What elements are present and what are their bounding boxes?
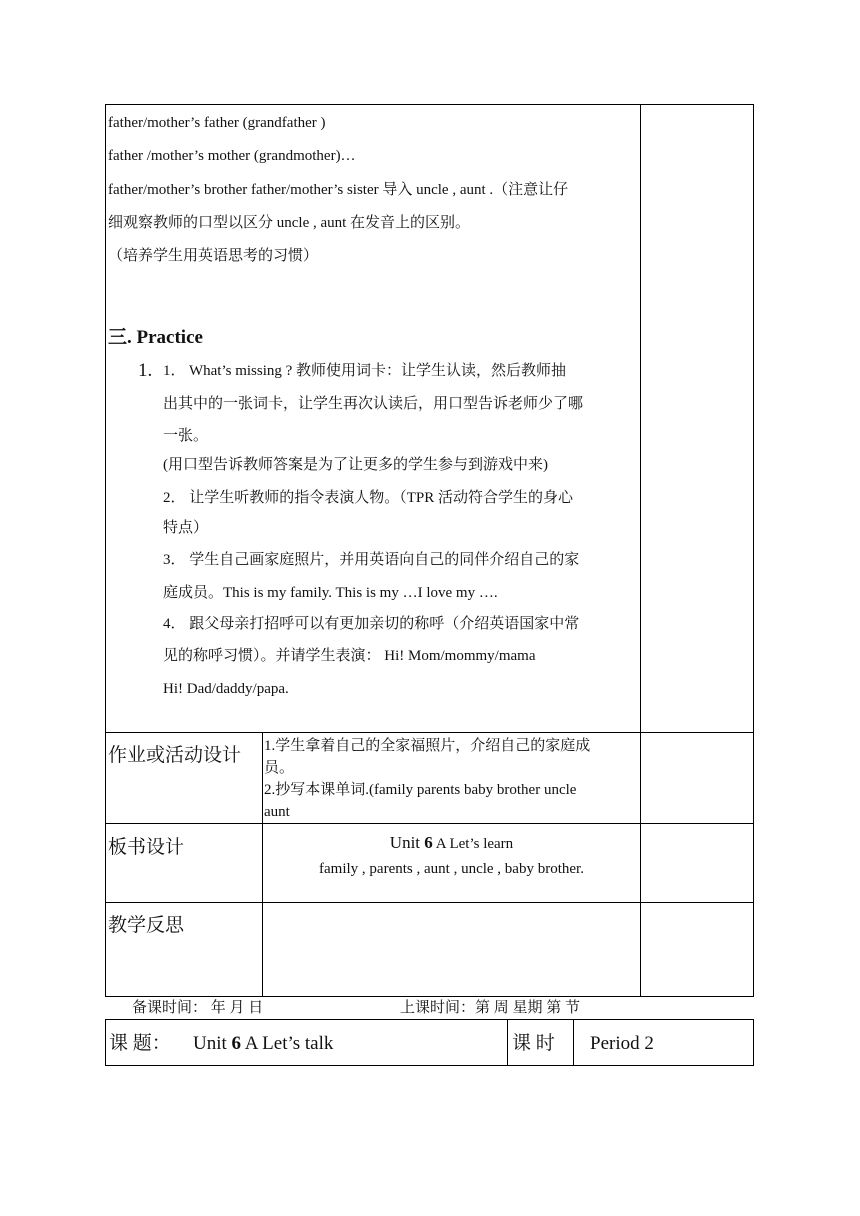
header-table-top [105, 1019, 754, 1020]
practice-item-1-line-1: 1． What’s missing ? 教师使用词卡：让学生认读，然后教师抽 [163, 363, 567, 379]
board-title-prefix: Unit [389, 833, 425, 852]
practice-heading: 三. Practice [108, 327, 203, 348]
list-marker: 1. [138, 360, 153, 381]
practice-item-1-line-3: 一张。 [163, 428, 209, 444]
lesson-topic-rest: A Let’s talk [241, 1033, 334, 1054]
lesson-topic [193, 1033, 333, 1055]
vocab-line-grandmother: father /mother’s mother (grandmother)… [108, 148, 356, 164]
header-table-divider-2 [573, 1019, 574, 1066]
lesson-topic-unit-number: 6 [231, 1033, 242, 1054]
table-divider-right-col [640, 104, 641, 997]
row-divider-board [105, 823, 754, 824]
practice-item-2-line-1: 2． 让学生听教师的指令表演人物。（TPR 活动符合学生的身心 [163, 490, 574, 506]
board-title-rest: A Let’s learn [432, 836, 514, 852]
class-time: 上课时间：第 周 星期 第 节 [400, 1000, 581, 1016]
practice-item-1-line-2: 出其中的一张词卡，让学生再次认读后，用口型告诉老师少了哪 [163, 396, 584, 412]
homework-line-3: 2.抄写本课单词.(family parents baby brother uncle [264, 782, 577, 798]
header-table-bottom [105, 1065, 754, 1066]
prep-time: 备课时间： 年 月 日 [132, 1000, 264, 1016]
row-divider-homework [105, 732, 754, 733]
homework-label: 作业或活动设计 [108, 745, 242, 766]
practice-item-1-note: (用口型告诉教师答案是为了让更多的学生参与到游戏中来) [163, 457, 548, 473]
board-word-list: family , parents , aunt , uncle , baby brother. [319, 861, 584, 877]
lesson-topic-prefix: Unit [193, 1033, 232, 1054]
header-table-divider-1 [507, 1019, 508, 1066]
table-border-top [105, 104, 754, 105]
topic-label: 课 题： [109, 1033, 171, 1054]
practice-item-3-line-2: 庭成员。This is my family. This is my …I love my …. [163, 585, 498, 601]
vocab-line-pronunciation: 细观察教师的口型以区分 uncle , aunt 在发音上的区别。 [108, 215, 471, 231]
board-title [263, 833, 640, 854]
table-border-left [105, 104, 106, 997]
practice-item-2-line-2: 特点） [163, 520, 209, 536]
homework-line-4: aunt [264, 804, 290, 820]
table-border-right [753, 104, 754, 997]
practice-item-4-line-3: Hi! Dad/daddy/papa. [163, 681, 289, 697]
practice-item-4-line-1: 4． 跟父母亲打招呼可以有更加亲切的称呼（介绍英语国家中常 [163, 616, 580, 632]
vocab-line-thinking-habit: （培养学生用英语思考的习惯） [108, 248, 319, 264]
board-label: 板书设计 [108, 837, 185, 858]
vocab-line-grandfather: father/mother’s father (grandfather ) [108, 115, 326, 131]
row-divider-reflection [105, 902, 754, 903]
table-border-bottom [105, 996, 754, 997]
reflection-label: 教学反思 [108, 915, 185, 936]
period-label: 课 时 [512, 1033, 555, 1054]
board-title-unit-number: 6 [424, 833, 433, 852]
practice-item-3-line-1: 3． 学生自己画家庭照片，并用英语向自己的同伴介绍自己的家 [163, 552, 580, 568]
homework-line-1: 1.学生拿着自己的全家福照片，介绍自己的家庭成 [264, 738, 591, 754]
header-table-left [105, 1019, 106, 1066]
practice-item-4-line-2: 见的称呼习惯）。并请学生表演： Hi! Mom/mommy/mama [163, 648, 536, 664]
period-value: Period 2 [590, 1033, 654, 1054]
header-table-right [753, 1019, 754, 1066]
vocab-line-uncle-aunt: father/mother’s brother father/mother’s sister 导入 uncle , aunt .（注意让仔 [108, 182, 569, 198]
homework-line-2: 员。 [264, 760, 295, 776]
